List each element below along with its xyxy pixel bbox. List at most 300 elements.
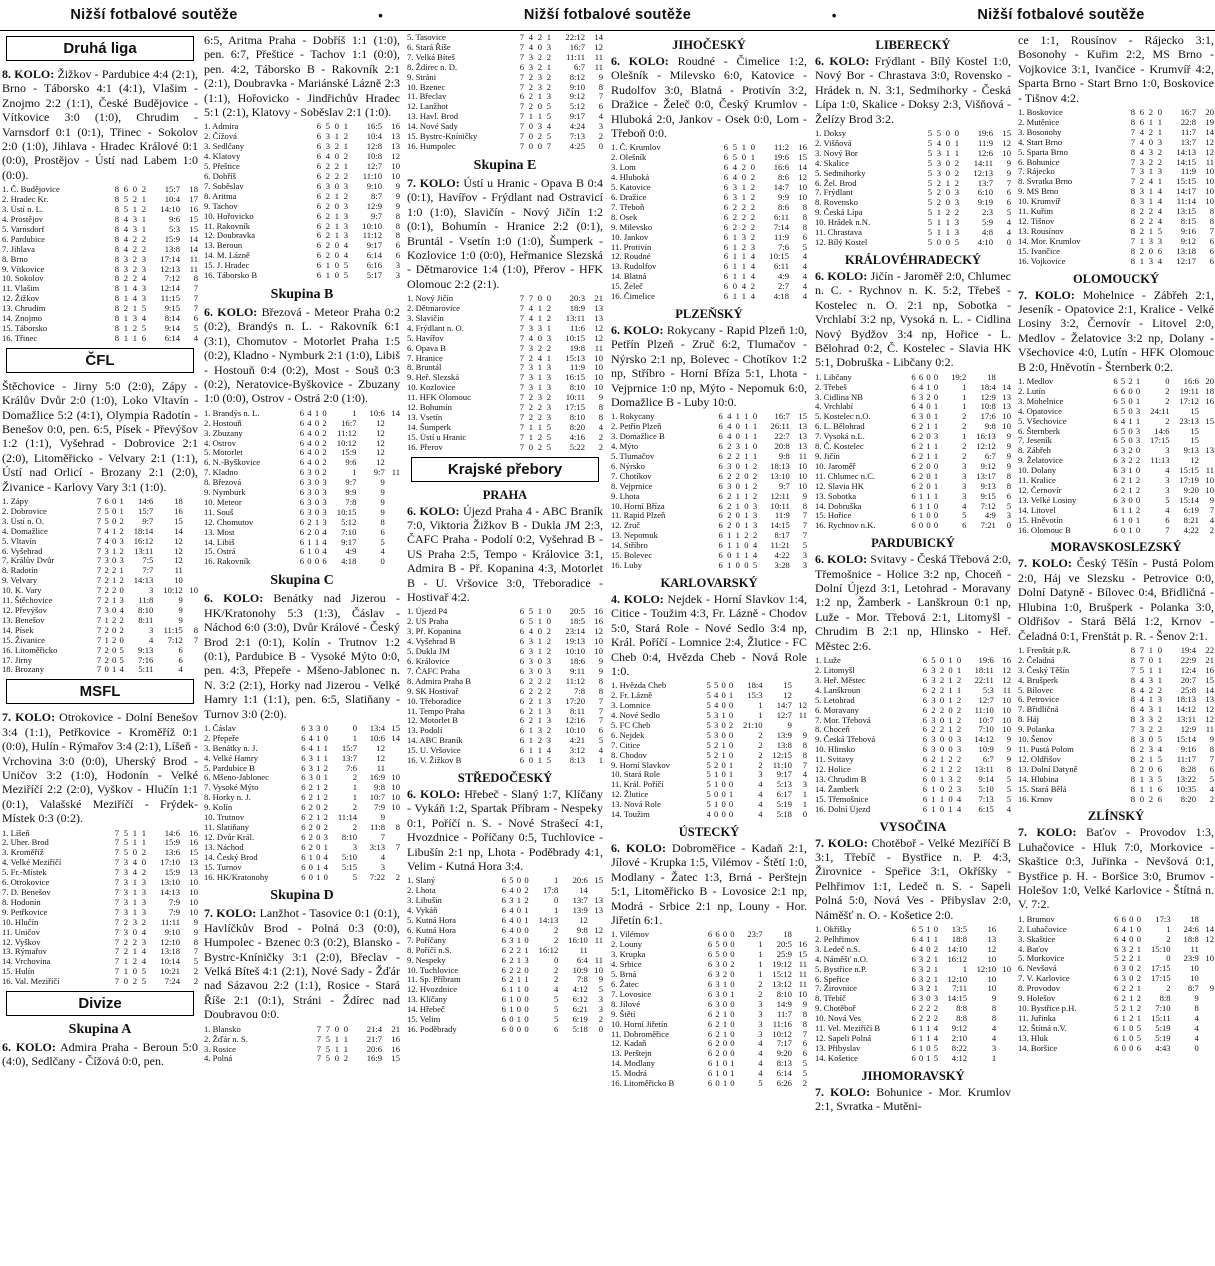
stat-cell: 1	[537, 616, 542, 627]
points-cell: 15	[189, 847, 198, 858]
team-name: 4. Srbice	[611, 960, 642, 970]
stat-cell: 4	[758, 1048, 763, 1059]
stat-cell: 0	[722, 1068, 728, 1079]
stat-cell: 3	[322, 477, 327, 488]
stat-cell: 5	[123, 837, 128, 848]
stat-cell: 5	[123, 204, 128, 215]
points-cell: 13	[594, 303, 603, 314]
team-name: 11. Protivín	[611, 242, 652, 252]
score-cell: 12:10	[976, 963, 997, 974]
stat-cell: 3	[1148, 743, 1153, 754]
points-cell: 6	[395, 240, 400, 251]
stat-cell: 6	[922, 764, 928, 775]
stat-cell: 2	[713, 759, 719, 770]
table-row	[1018, 795, 1214, 805]
points-cell: 11	[174, 565, 183, 576]
points-cell: 10	[189, 877, 198, 888]
score-cell: 16:7	[774, 411, 790, 422]
stat-cell: 5	[706, 710, 711, 721]
stat-cell: 3	[546, 362, 551, 373]
stat-cell: 1	[945, 147, 950, 158]
stat-cell: 2	[1121, 1003, 1126, 1013]
score-cell: 4:12	[572, 984, 588, 995]
score-cell: 6:17	[776, 789, 792, 800]
score-cell: 15:11	[1151, 1012, 1171, 1023]
stat-cell: 4	[322, 546, 327, 557]
table-row	[1018, 785, 1214, 795]
score-cell: 13:12	[772, 978, 792, 989]
score-cell: 8:7	[371, 190, 382, 201]
stat-cell: 2	[728, 719, 734, 730]
stat-cell: 6	[301, 782, 306, 793]
stat-cell: 5	[1114, 953, 1119, 964]
stat-cell: 2	[104, 644, 109, 655]
stat-cell: 0	[308, 861, 313, 872]
stat-cell: 7	[519, 441, 524, 452]
stat-cell: 4	[933, 1033, 938, 1043]
points-cell: 12	[376, 742, 386, 753]
stat-cell: 3	[758, 1028, 763, 1039]
team-name: 4. Brušperk	[1018, 675, 1059, 685]
score-cell: 7:9	[169, 906, 180, 917]
points-cell: 12	[376, 437, 385, 448]
stat-cell: 1	[933, 451, 939, 461]
stat-cell: 1	[722, 1018, 728, 1029]
region-heading: KRÁLOVÉHRADECKÝ	[844, 252, 982, 267]
stat-cell: 0	[741, 172, 746, 183]
stat-cell: 2	[1157, 156, 1162, 167]
stat-cell: 2	[954, 157, 959, 168]
stat-cell: 1	[1148, 116, 1153, 127]
stat-cell: 0	[939, 694, 945, 705]
stat-cell: 6	[501, 1024, 506, 1034]
stat-cell: 6	[301, 851, 306, 862]
points-cell: 4	[1006, 803, 1011, 814]
stat-cell: 4	[962, 500, 967, 511]
stat-cell: 3	[546, 412, 551, 422]
team-name: 1. Hvězda Cheb	[611, 681, 667, 691]
score-cell: 20:6	[572, 875, 588, 886]
stat-cell: 3	[308, 722, 313, 733]
stat-cell: 0	[1128, 385, 1133, 396]
points-cell: 0	[1194, 1042, 1199, 1053]
stat-cell: 1	[948, 674, 953, 685]
stat-cell: 2	[732, 211, 737, 222]
stat-cell: 8	[1130, 714, 1135, 725]
stat-cell: 4	[1148, 176, 1153, 187]
stat-cell: 1	[926, 933, 931, 944]
stat-cell: 1	[1136, 943, 1141, 954]
points-cell: 6	[193, 313, 198, 324]
team-name: 10. Třeboradice	[407, 696, 462, 706]
stat-cell: 0	[1135, 385, 1141, 396]
stat-cell: 3	[343, 200, 348, 211]
stat-cell: 2	[1121, 953, 1126, 964]
stat-cell: 0	[730, 1078, 735, 1089]
stat-cell: 3	[1139, 196, 1144, 207]
stat-cell: 2	[323, 792, 328, 803]
stat-cell: 0	[537, 293, 542, 304]
stat-cell: 5	[553, 994, 559, 1005]
stat-cell: 6	[299, 447, 304, 458]
stat-cell: 2	[322, 457, 327, 468]
stat-cell: 3	[956, 783, 962, 794]
stat-cell: 3	[954, 217, 959, 228]
team-name: 6. Pardubice	[2, 234, 45, 244]
stat-cell: 5	[936, 128, 941, 139]
round-label: 7. KOLO:	[815, 835, 868, 850]
score-cell: 11:21	[770, 540, 790, 551]
results-text: Frýdlant - Bílý Kostel 1:0, Nový Bor - Chrastava 3:0, Rovensko - Hrádek n. N. 3:1, Sedmihorky - Česká Lípa 1:0, Skalice - Doksy 2:3, Višňová - Želízy Brod 3:2.	[815, 54, 1011, 126]
stat-cell: 3	[123, 877, 128, 888]
score-cell: 4:21	[569, 735, 585, 746]
stat-cell: 2	[722, 969, 728, 980]
team-name: 15. Želeč	[611, 282, 643, 292]
score-cell: 12:10	[160, 936, 180, 947]
team-name: 7. Jihlava	[2, 244, 35, 254]
stat-cell: 2	[758, 749, 763, 760]
score-cell: 9:12	[1180, 235, 1196, 246]
stat-cell: 2	[343, 170, 348, 181]
stat-cell: 2	[528, 402, 533, 413]
team-name: 7. V. Karlovice	[1018, 974, 1070, 984]
points-cell: 4	[598, 421, 603, 432]
score-cell: 16:12	[133, 535, 154, 546]
score-cell: 9:10	[569, 81, 585, 92]
stat-cell: 3	[537, 121, 542, 132]
stat-cell: 1	[524, 905, 529, 916]
points-cell: 12	[174, 535, 183, 546]
stat-cell: 1	[1148, 753, 1153, 764]
stat-cell: 0	[722, 959, 728, 970]
score-cell: 13:9	[776, 729, 792, 740]
team-name: 1. Frenštát p.R.	[1018, 645, 1071, 655]
score-cell: 20:8	[774, 441, 790, 452]
points-cell: 12	[1205, 704, 1214, 715]
points-cell: 10	[987, 973, 997, 984]
score-cell: 10:15	[769, 251, 789, 262]
points-cell: 8	[991, 1013, 997, 1024]
team-name: 12. Žižkov	[2, 294, 40, 304]
team-name: 9. Nespeky	[407, 955, 446, 965]
round-label: 7. KOLO:	[1018, 825, 1077, 840]
stat-cell: 4	[1121, 933, 1126, 944]
stat-cell: 0	[516, 994, 522, 1005]
team-name: 6. Nýrsko	[611, 461, 645, 471]
standings-table	[1018, 377, 1214, 536]
stat-cell: 8	[1130, 216, 1135, 226]
team-name: 16. Rakovník	[204, 557, 251, 567]
team-name: 1. Vilémov	[611, 930, 649, 940]
stat-cell: 3	[954, 197, 959, 208]
score-cell: 10:15	[565, 332, 585, 343]
points-cell: 12	[1205, 933, 1214, 944]
standings-table	[611, 681, 807, 820]
stat-cell: 6	[501, 875, 506, 886]
score-cell: 9:17	[341, 536, 357, 547]
round-label: 6. KOLO:	[611, 54, 669, 68]
team-name: 9. Vítkovice	[2, 264, 45, 274]
stat-cell: 5	[954, 237, 959, 247]
stat-cell: 6	[718, 431, 723, 442]
team-name: 2. Litomyšl	[815, 666, 855, 675]
stat-cell: 2	[325, 240, 330, 251]
team-name: 8. Admira Praha B	[407, 676, 471, 686]
points-cell: 11	[1190, 943, 1199, 954]
team-name: 8. Bruntál	[407, 363, 442, 373]
stat-cell: 2	[956, 714, 962, 725]
stat-cell: 3	[1148, 235, 1153, 246]
stat-cell: 0	[721, 690, 726, 701]
stat-cell: 1	[119, 565, 124, 576]
stat-cell: 0	[728, 700, 734, 711]
round-label: 6. KOLO:	[204, 304, 258, 319]
stat-cell: 3	[308, 762, 313, 773]
points-cell: 10	[1002, 963, 1011, 974]
team-name: 3. Sedlčany	[204, 142, 245, 152]
team-name: 14. Litovel	[1018, 505, 1056, 515]
stat-cell: 8	[114, 293, 119, 304]
points-cell: 10	[189, 887, 198, 897]
team-name: 10. Horní Jiřetín	[611, 1019, 668, 1029]
stat-cell: 7	[96, 664, 102, 675]
stat-cell: 1	[546, 33, 551, 42]
score-cell: 11:10	[772, 759, 792, 770]
stat-cell: 2	[931, 724, 936, 735]
stat-cell: 8	[1130, 644, 1135, 655]
stat-cell: 1	[516, 1014, 522, 1025]
stat-cell: 7	[519, 431, 524, 442]
points-cell: 4	[1194, 1012, 1199, 1023]
team-name: 7. ČAFC Praha	[407, 666, 460, 676]
team-name: 5. Havířov	[407, 333, 444, 343]
stat-cell: 2	[104, 654, 109, 665]
score-cell: 5:10	[341, 851, 358, 862]
stat-cell: 1	[918, 510, 924, 521]
points-cell: 3	[598, 994, 603, 1005]
stat-cell: 4	[750, 291, 755, 302]
stat-cell: 2	[926, 963, 931, 974]
stat-cell: 0	[111, 604, 117, 615]
score-cell: 12:9	[366, 200, 382, 211]
points-cell: 9	[1006, 157, 1011, 168]
stat-cell: 1	[537, 312, 542, 323]
team-name: 12. Holice	[815, 765, 851, 775]
team-name: 6. Kutná Hora	[407, 925, 456, 935]
team-name: 14. Blatná	[611, 272, 647, 282]
stat-cell: 5	[546, 101, 551, 112]
points-cell: 8	[395, 822, 400, 832]
score-cell: 15:7	[138, 505, 154, 516]
stat-cell: 0	[722, 939, 728, 950]
stat-cell: 6	[922, 734, 928, 745]
score-cell: 14:10	[160, 204, 180, 215]
team-name: 11. Sp. Příbram	[407, 975, 461, 985]
points-cell: 9	[395, 180, 400, 191]
stat-cell: 5	[1157, 734, 1162, 745]
stat-cell: 0	[132, 184, 137, 195]
stat-cell: 0	[1136, 923, 1141, 934]
stat-cell: 4	[918, 401, 924, 412]
team-name: 9. Stráni	[407, 72, 437, 82]
stat-cell: 1	[732, 271, 737, 282]
stat-cell: 6	[1113, 385, 1118, 396]
stat-cell: 5	[927, 157, 932, 168]
stat-cell: 1	[132, 332, 137, 343]
points-cell: 8	[802, 211, 807, 222]
round-label: 6. KOLO:	[611, 841, 667, 855]
score-cell: 14:9	[776, 998, 792, 1009]
stat-cell: 0	[744, 559, 749, 570]
points-cell: 11	[1002, 684, 1011, 695]
stat-cell: 8	[1130, 107, 1135, 118]
stat-cell: 7	[114, 966, 119, 977]
stat-cell: 6	[316, 270, 321, 281]
team-name: 2. Přepeře	[204, 733, 239, 743]
stat-cell: 3	[528, 656, 533, 666]
results-paragraph	[204, 305, 400, 406]
stat-cell: 6	[316, 240, 321, 251]
results-paragraph	[611, 54, 807, 140]
stat-cell: 1	[933, 411, 939, 422]
team-name: 15. Živanice	[2, 635, 45, 645]
stat-cell: 8	[1130, 146, 1135, 157]
column-4	[611, 33, 807, 1093]
stat-cell: 6	[718, 520, 723, 531]
score-cell: 18:8	[951, 933, 968, 944]
stat-cell: 4	[323, 851, 328, 862]
points-cell: 0	[380, 556, 385, 567]
stat-cell: 2	[104, 575, 109, 586]
score-cell: 11:11	[566, 51, 585, 62]
points-cell: 12	[1205, 714, 1214, 725]
stat-cell: 7	[114, 857, 119, 868]
stat-cell: 6	[1139, 107, 1144, 118]
stat-cell: 2	[546, 626, 551, 637]
team-name: 9. SK Hostivař	[407, 686, 459, 696]
stat-cell: 2	[931, 704, 936, 715]
stat-cell: 4	[936, 137, 941, 148]
stat-cell: 2	[1121, 993, 1126, 1004]
region-heading: PARDUBICKÝ	[871, 536, 955, 551]
stat-cell: 3	[546, 402, 551, 413]
stat-cell: 2	[956, 704, 962, 715]
stat-cell: 3	[1139, 734, 1144, 745]
stat-cell: 5	[1120, 435, 1126, 446]
stat-cell: 3	[1165, 484, 1170, 495]
stat-cell: 6	[299, 457, 304, 468]
points-cell: 10	[987, 953, 997, 964]
stat-cell: 6	[519, 755, 524, 766]
stat-cell: 1	[123, 313, 128, 324]
team-name: 3. Ledeč n.S.	[815, 944, 861, 954]
team-name: 6. Šternberk	[1018, 426, 1061, 436]
stat-cell: 4	[752, 540, 758, 551]
points-cell: 7	[1209, 504, 1214, 515]
score-cell: 7:6	[778, 241, 789, 252]
stat-cell: 3	[141, 263, 146, 274]
team-name: 5. FC Cheb	[611, 720, 651, 730]
score-cell: 6:11	[774, 261, 789, 272]
stat-cell: 2	[524, 895, 529, 906]
stat-cell: 5	[706, 700, 711, 711]
stat-cell: 3	[1157, 235, 1162, 246]
stat-cell: 1	[537, 606, 542, 617]
stat-cell: 2	[537, 51, 542, 62]
stat-cell: 6	[316, 250, 321, 261]
team-name: 16. Táborsko B	[204, 271, 258, 281]
stat-cell: 0	[1148, 734, 1153, 745]
points-cell: 12	[391, 151, 400, 162]
stat-cell: 4	[343, 240, 348, 251]
points-cell: 5	[802, 1068, 807, 1079]
points-cell: 8	[193, 273, 198, 284]
stat-cell: 6	[519, 616, 524, 627]
stat-cell: 3	[322, 516, 327, 527]
stat-cell: 2	[132, 243, 137, 254]
stat-cell: 3	[141, 896, 146, 907]
points-cell: 0	[802, 809, 807, 820]
points-cell: 9	[178, 604, 183, 615]
team-name: 2. Dětmarovice	[407, 304, 460, 314]
score-cell: 21:7	[366, 1033, 382, 1044]
stat-cell: 0	[741, 152, 746, 163]
masthead-title: Nižší fotbalové soutěže	[523, 7, 692, 23]
stat-cell: 2	[528, 81, 533, 92]
stat-cell: 3	[123, 896, 128, 907]
stat-cell: 1	[735, 530, 740, 541]
score-cell: 12:13	[973, 167, 993, 178]
team-name: 2. Olešník	[611, 153, 647, 163]
stat-cell: 2	[546, 392, 551, 403]
stat-cell: 2	[546, 685, 551, 696]
score-cell: 17:15	[1150, 973, 1171, 984]
stat-cell: 2	[343, 190, 348, 201]
points-cell: 4	[802, 291, 807, 302]
team-name: 4. Skalice	[815, 158, 849, 168]
standings-table	[204, 122, 400, 281]
stat-cell: 6	[1113, 405, 1118, 416]
team-name: 1. Medlov	[1018, 376, 1054, 386]
stat-cell: 3	[325, 131, 330, 142]
points-cell: 8	[802, 221, 807, 232]
stat-cell: 0	[524, 875, 529, 886]
team-name: 7. Jeseník	[1018, 436, 1052, 446]
stat-cell: 5	[706, 769, 711, 780]
stat-cell: 1	[744, 431, 749, 442]
points-cell: 9	[380, 477, 385, 488]
stat-cell: 2	[1148, 206, 1153, 217]
team-name: 10. Meteor	[204, 497, 242, 507]
stat-cell: 0	[316, 831, 321, 842]
stat-cell: 0	[926, 943, 931, 954]
stat-cell: 7	[519, 51, 524, 62]
team-name: 10. Bystřice p.H.	[1018, 1004, 1077, 1013]
stat-cell: 0	[945, 237, 950, 247]
team-name: 11. Dobroměřice	[611, 1029, 669, 1039]
team-name: 11. Tempo Praha	[407, 706, 465, 716]
points-cell: 15	[798, 411, 807, 422]
stat-cell: 2	[918, 1013, 924, 1024]
region-heading: ÚSTECKÝ	[678, 825, 740, 839]
team-name: 6. Dražice	[611, 192, 647, 202]
stat-cell: 6	[1114, 983, 1119, 994]
results-paragraph	[815, 1085, 1011, 1114]
stat-cell: 0	[516, 885, 522, 896]
stat-cell: 0	[1165, 375, 1170, 386]
stat-cell: 5	[706, 789, 711, 800]
stat-cell: 0	[1129, 1042, 1134, 1053]
